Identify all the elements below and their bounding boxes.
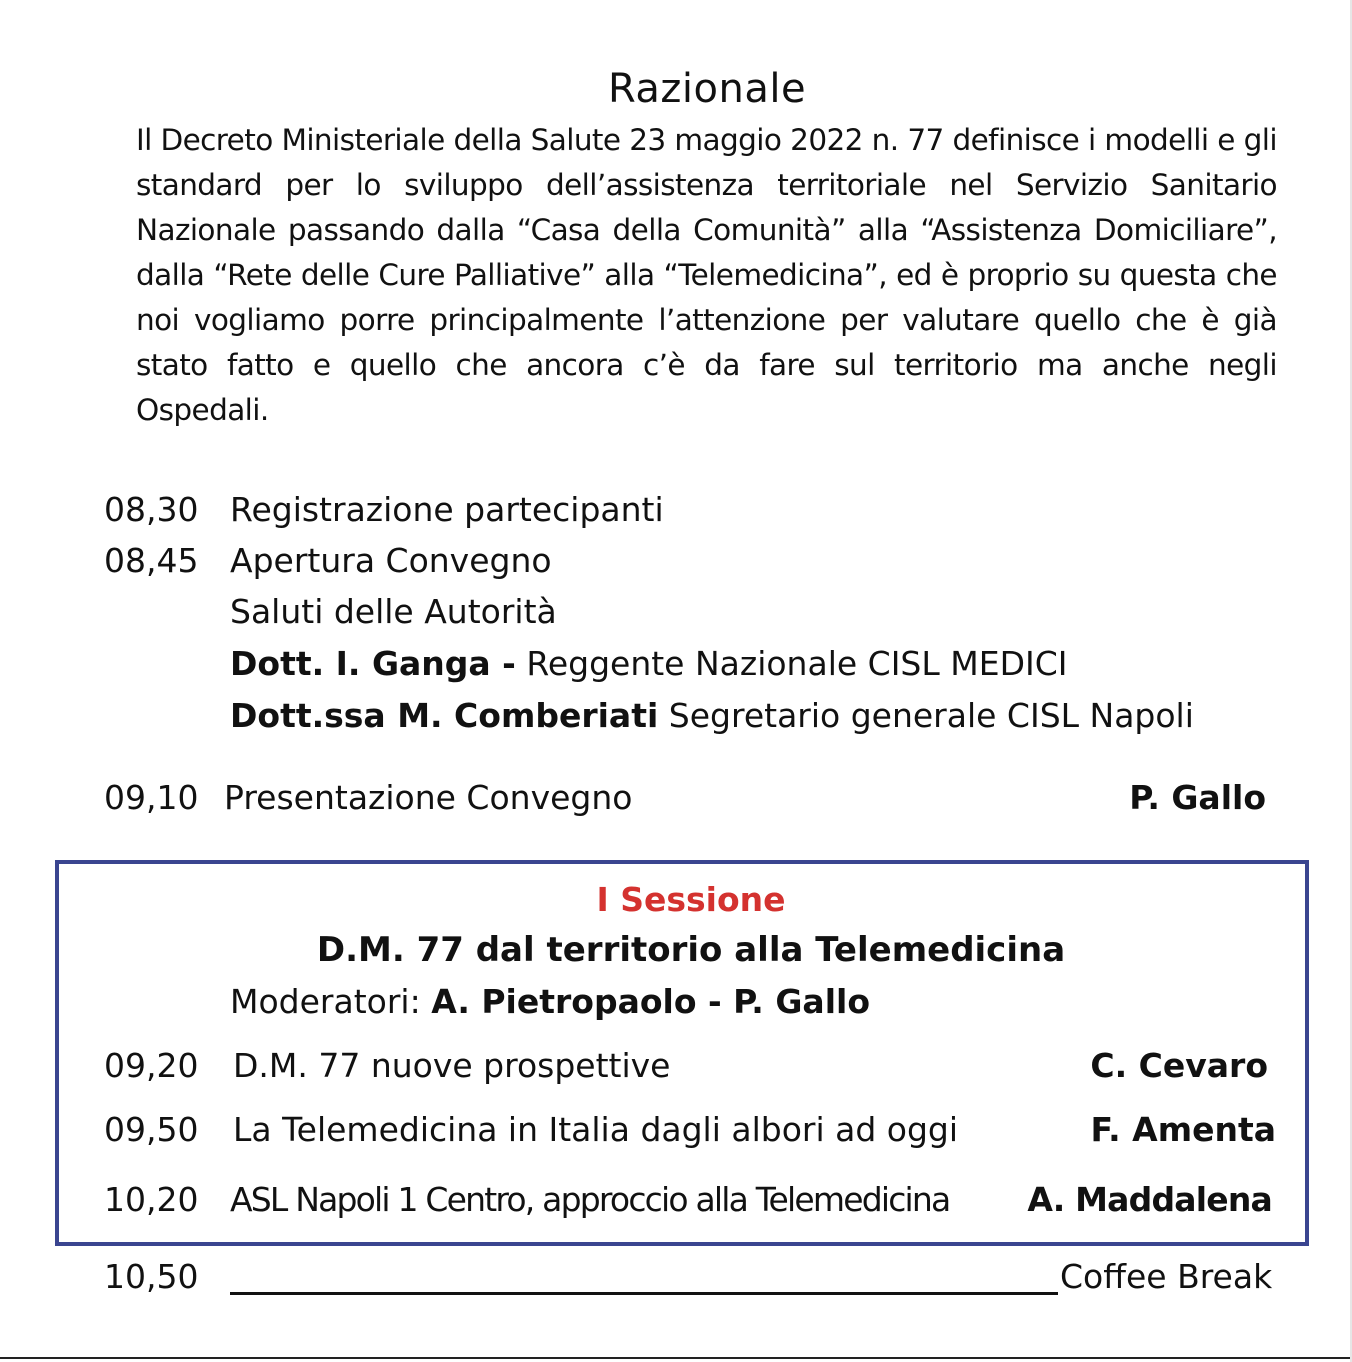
time-label: 09,10 xyxy=(104,778,199,817)
coffee-rule xyxy=(230,1292,1058,1295)
time-label: 08,30 xyxy=(104,490,199,529)
speaker-role: Segretario generale CISL Napoli xyxy=(668,696,1194,735)
page-bottom-border xyxy=(0,1357,1352,1359)
time-label: 10,50 xyxy=(104,1257,199,1296)
moderators-names: A. Pietropaolo - P. Gallo xyxy=(431,982,870,1021)
speaker-name: Dott.ssa M. Comberiati xyxy=(230,696,659,735)
time-label: 09,20 xyxy=(104,1046,199,1085)
session-moderators xyxy=(230,982,870,1022)
rationale-body: Il Decreto Ministeriale della Salute 23 maggio 2022 n. 77 definisce i modelli e gli standard per lo sviluppo dell’assistenza territoriale nel Servizio Sanitario Nazionale passando dalla “Casa della Comunità” alla “Assistenza Domiciliare”, dalla “Rete delle Cure Palliative” alla “Telemedicina”, ed è proprio su questa che noi vogliamo porre principalmente l’attenzione per valutare quello che è già stato fatto e quello che ancora c’è da fare sul territorio ma anche negli Ospedali. xyxy=(136,123,1277,427)
talk-title: La Telemedicina in Italia dagli albori ad oggi xyxy=(233,1110,959,1149)
speaker-ganga xyxy=(230,644,1068,684)
agenda-item-label: Registrazione partecipanti xyxy=(230,490,664,529)
rationale-title: Razionale xyxy=(607,66,807,112)
agenda-item-label: Presentazione Convegno xyxy=(224,778,633,817)
session-title: D.M. 77 dal territorio alla Telemedicina xyxy=(316,930,1066,970)
talk-speaker: C. Cevaro xyxy=(1090,1046,1268,1085)
talk-speaker: A. Maddalena xyxy=(1027,1180,1272,1219)
talk-title: D.M. 77 nuove prospettive xyxy=(233,1046,671,1085)
speaker-name: Dott. I. Ganga - xyxy=(230,644,516,683)
speaker-comberiati xyxy=(230,696,1194,736)
greetings-label: Saluti delle Autorità xyxy=(230,592,557,631)
moderators-label: Moderatori: xyxy=(230,982,421,1021)
presentation-speaker: P. Gallo xyxy=(1129,778,1266,817)
time-label: 08,45 xyxy=(104,541,199,580)
agenda-item-label: Apertura Convegno xyxy=(230,541,552,580)
talk-speaker: F. Amenta xyxy=(1090,1110,1276,1149)
talk-title: ASL Napoli 1 Centro, approccio alla Telemedicina xyxy=(230,1180,950,1219)
coffee-label: Coffee Break xyxy=(1060,1257,1273,1296)
time-label: 09,50 xyxy=(104,1110,199,1149)
session-label: I Sessione xyxy=(596,880,786,919)
time-label: 10,20 xyxy=(104,1180,199,1219)
speaker-role: Reggente Nazionale CISL MEDICI xyxy=(526,644,1068,683)
